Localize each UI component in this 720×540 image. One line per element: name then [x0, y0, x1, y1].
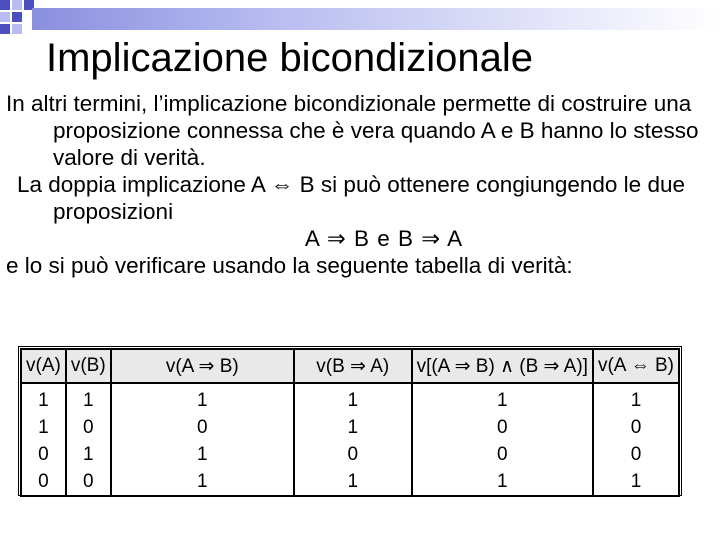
header-cell: v(A ⇔ B)	[593, 349, 679, 383]
paragraph-definition: In altri termini, l’implicazione bicondizionale permette di costruire una proposizione connessa che è vera quando A e B hanno lo stesso valore di verità.	[6, 91, 699, 170]
table-cell: 1	[412, 468, 593, 496]
table-cell: 1	[294, 468, 412, 496]
table-cell: 1	[111, 468, 294, 496]
truth-table-header-row	[21, 349, 679, 383]
header-cell: v(B ⇒ A)	[294, 349, 412, 383]
header-cell: v(A)	[21, 349, 66, 383]
table-cell: 0	[294, 441, 412, 468]
header-cell: v[(A ⇒ B) ∧ (B ⇒ A)]	[412, 349, 593, 383]
corner-square	[12, 12, 22, 22]
corner-square	[0, 24, 10, 34]
slide-title: Implicazione bicondizionale	[46, 36, 533, 80]
corner-square	[12, 24, 22, 34]
corner-square	[0, 0, 10, 10]
table-cell: 1	[593, 468, 679, 496]
table-row	[21, 441, 679, 468]
title-bar-gradient	[32, 8, 720, 30]
table-cell: 1	[21, 414, 66, 441]
corner-square	[12, 0, 22, 10]
formula: A ⇒ B e B ⇒ A	[304, 226, 464, 251]
table-cell: 1	[66, 441, 111, 468]
header-cell: v(B)	[66, 349, 111, 383]
table-cell: 1	[593, 383, 679, 414]
table-cell: 0	[21, 441, 66, 468]
table-row	[21, 414, 679, 441]
paragraph-truth-table-intro: e lo si può verificare usando la seguente tabella di verità:	[6, 253, 573, 278]
table-cell: 0	[412, 441, 593, 468]
slide-body	[6, 90, 706, 279]
table-row	[21, 468, 679, 496]
header-cell: v(A ⇒ B)	[111, 349, 294, 383]
table-cell: 1	[294, 414, 412, 441]
table-cell: 0	[593, 414, 679, 441]
table-cell: 1	[111, 441, 294, 468]
paragraph-double-implication: La doppia implicazione A ⇔ B si può ottenere congiungendo le due proposizioni	[17, 172, 685, 224]
table-cell: 1	[111, 383, 294, 414]
table-cell: 0	[21, 468, 66, 496]
table-cell: 0	[412, 414, 593, 441]
table-cell: 1	[294, 383, 412, 414]
truth-table	[20, 348, 680, 497]
table-cell: 0	[111, 414, 294, 441]
table-cell: 1	[66, 383, 111, 414]
table-cell: 1	[412, 383, 593, 414]
table-cell: 0	[66, 414, 111, 441]
table-row	[21, 383, 679, 414]
corner-square	[0, 12, 10, 22]
table-cell: 1	[21, 383, 66, 414]
table-cell: 0	[66, 468, 111, 496]
table-cell: 0	[593, 441, 679, 468]
